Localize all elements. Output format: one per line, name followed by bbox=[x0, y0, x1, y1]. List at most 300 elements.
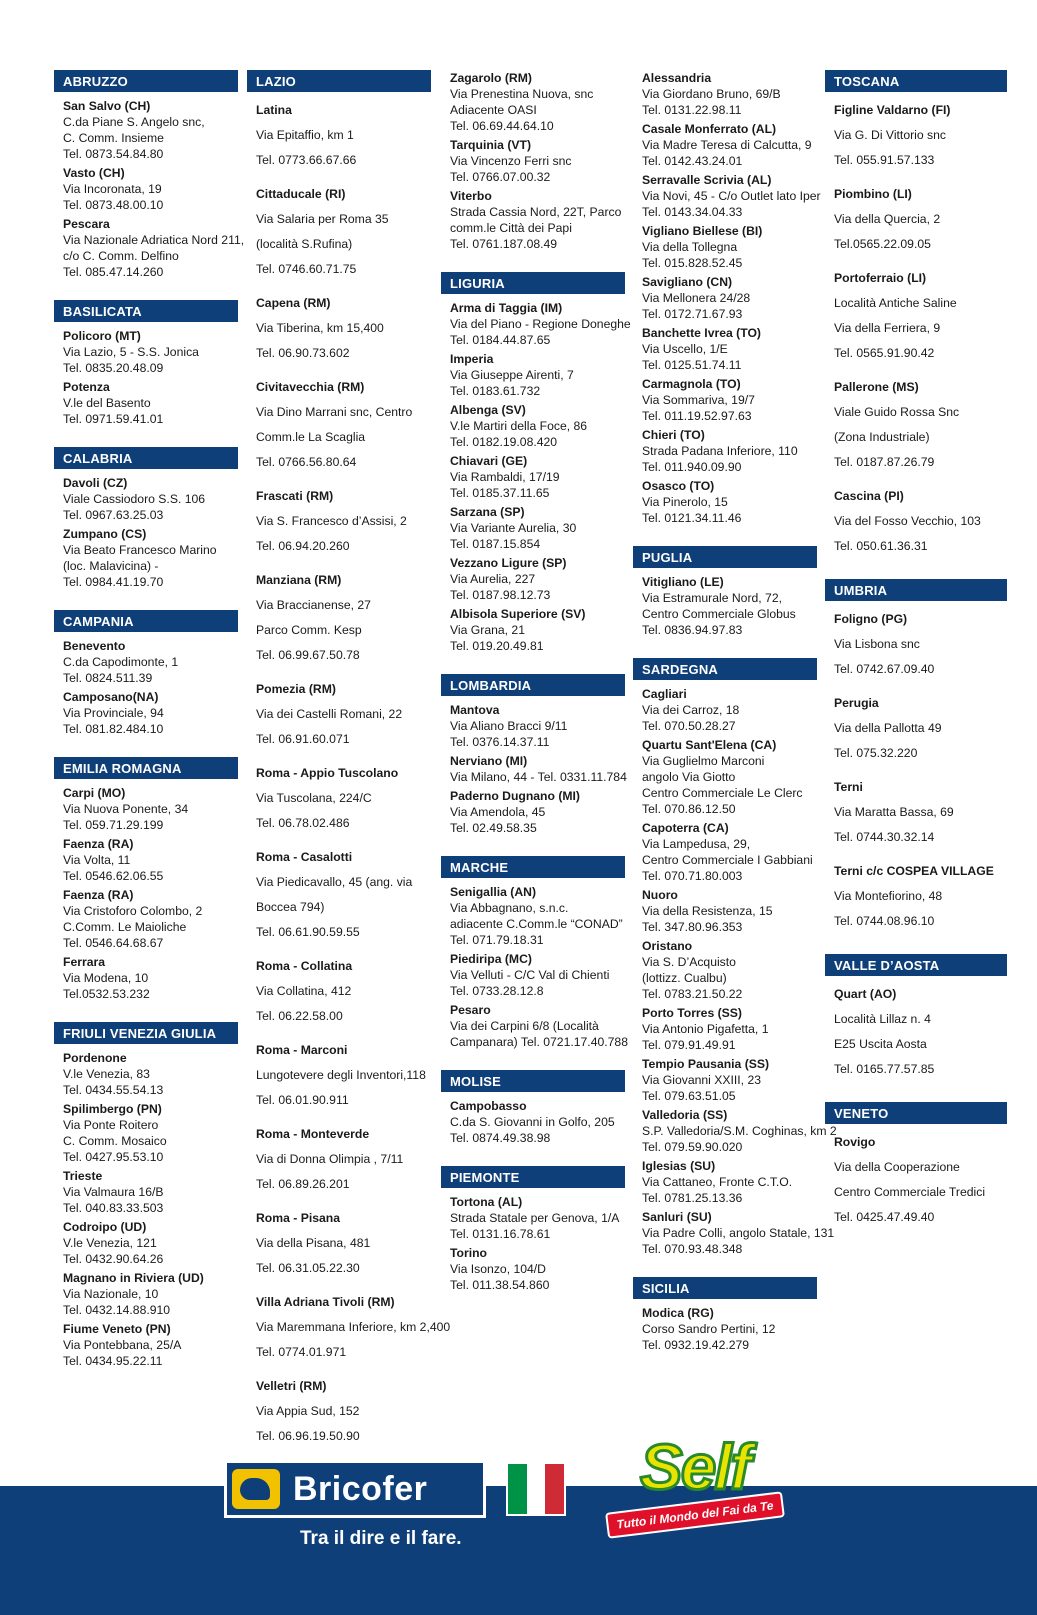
store-entry bbox=[247, 677, 431, 752]
store-name: Osasco (TO) bbox=[642, 479, 715, 493]
store-detail-line: Adiacente OASI bbox=[450, 103, 537, 117]
self-brand-name: Self bbox=[640, 1431, 750, 1503]
store-entry bbox=[441, 753, 625, 785]
store-entry bbox=[633, 70, 817, 118]
store-detail-line: Via della Pisana, 481 bbox=[256, 1236, 371, 1250]
store-detail-line: Via S. D’Acquisto bbox=[642, 955, 736, 969]
store-detail-line: Tel. 0873.48.00.10 bbox=[63, 198, 164, 212]
store-detail-line: Via Nazionale, 10 bbox=[63, 1287, 159, 1301]
store-name: Serravalle Scrivia (AL) bbox=[642, 173, 772, 187]
store-name: Potenza bbox=[63, 380, 110, 394]
store-name: Manziana (RM) bbox=[256, 573, 342, 587]
store-detail-line: Via Guglielmo Marconi bbox=[642, 754, 765, 768]
store-detail-line: Via dei Carroz, 18 bbox=[642, 703, 740, 717]
region-section bbox=[247, 70, 451, 1449]
store-entry bbox=[54, 165, 238, 213]
region-header: VENETO bbox=[825, 1102, 1007, 1124]
store-detail-line: Via Cristoforo Colombo, 2 bbox=[63, 904, 203, 918]
store-entry bbox=[441, 70, 625, 134]
store-entry bbox=[247, 1374, 431, 1449]
store-detail-line: Via Sommariva, 19/7 bbox=[642, 393, 755, 407]
store-detail-line: Via Epitaffio, km 1 bbox=[256, 128, 354, 142]
store-entry bbox=[247, 375, 431, 475]
store-entry bbox=[825, 607, 1007, 682]
store-detail-line: Tel.0532.53.232 bbox=[63, 987, 150, 1001]
store-name: Chiavari (GE) bbox=[450, 454, 528, 468]
store-detail-line: Via Abbagnano, s.n.c. bbox=[450, 901, 569, 915]
store-detail-line: C.da Capodimonte, 1 bbox=[63, 655, 179, 669]
store-name: Valledoria (SS) bbox=[642, 1108, 728, 1122]
store-name: Foligno (PG) bbox=[834, 612, 908, 626]
store-name: Quartu Sant'Elena (CA) bbox=[642, 738, 777, 752]
store-detail-line: Tel. 06.78.02.486 bbox=[256, 816, 350, 830]
store-name: Perugia bbox=[834, 696, 879, 710]
store-name: Pallerone (MS) bbox=[834, 380, 919, 394]
store-detail-line: Comm.le La Scaglia bbox=[256, 430, 366, 444]
store-detail-line: Tel. 011.940.09.90 bbox=[642, 460, 742, 474]
store-name: Vitigliano (LE) bbox=[642, 575, 724, 589]
store-detail-line: Tel. 0773.66.67.66 bbox=[256, 153, 357, 167]
store-detail-line: Via Variante Aurelia, 30 bbox=[450, 521, 577, 535]
store-detail-line: Via Novi, 45 - C/o Outlet lato Iper bbox=[642, 189, 821, 203]
region-section bbox=[54, 757, 238, 1002]
store-column-3 bbox=[441, 70, 631, 1313]
store-detail-line: Tel. 0932.19.42.279 bbox=[642, 1338, 750, 1352]
store-entry bbox=[441, 1098, 625, 1146]
store-detail-line: Via Estramurale Nord, 72, bbox=[642, 591, 782, 605]
store-name: Figline Valdarno (FI) bbox=[834, 103, 951, 117]
store-detail-line: Tel. 0835.20.48.09 bbox=[63, 361, 164, 375]
store-detail-line: Via G. Di Vittorio snc bbox=[834, 128, 946, 142]
store-detail-line: Via Uscello, 1/E bbox=[642, 342, 728, 356]
region-header: SARDEGNA bbox=[633, 658, 817, 680]
store-detail-line: Tel. 0165.77.57.85 bbox=[834, 1062, 935, 1076]
store-detail-line: Tel. 0427.95.53.10 bbox=[63, 1150, 164, 1164]
flag-red-stripe bbox=[545, 1464, 564, 1514]
store-detail-line: Tel. 070.86.12.50 bbox=[642, 802, 736, 816]
store-detail-line: Tel. 0744.30.32.14 bbox=[834, 830, 935, 844]
store-detail-line: Via Isonzo, 104/D bbox=[450, 1262, 546, 1276]
region-section bbox=[633, 546, 817, 638]
region-section bbox=[825, 954, 1007, 1082]
store-detail-line: Via del Piano - Regione Doneghe bbox=[450, 317, 631, 331]
store-name: Portoferraio (LI) bbox=[834, 271, 927, 285]
store-detail-line: Via Modena, 10 bbox=[63, 971, 149, 985]
store-detail-line: Tel. 0183.61.732 bbox=[450, 384, 541, 398]
store-entry bbox=[247, 954, 431, 1029]
store-detail-line: Via Velluti - C/C Val di Chienti bbox=[450, 968, 610, 982]
store-detail-line: Tel. 0131.22.98.11 bbox=[642, 103, 742, 117]
store-name: Terni c/c COSPEA VILLAGE bbox=[834, 864, 994, 878]
store-entry bbox=[54, 216, 245, 280]
store-entry bbox=[825, 266, 1007, 366]
store-entry bbox=[441, 788, 625, 836]
store-detail-line: Via Madre Teresa di Calcutta, 9 bbox=[642, 138, 812, 152]
store-detail-line: Località Antiche Saline bbox=[834, 296, 957, 310]
store-detail-line: Via Ponte Roitero bbox=[63, 1118, 159, 1132]
store-detail-line: Tel. 0425.47.49.40 bbox=[834, 1210, 935, 1224]
store-detail-line: Boccea 794) bbox=[256, 900, 325, 914]
store-name: San Salvo (CH) bbox=[63, 99, 151, 113]
store-name: Tarquinia (VT) bbox=[450, 138, 532, 152]
store-entry bbox=[633, 820, 817, 884]
store-entry bbox=[633, 574, 817, 638]
store-name: Sarzana (SP) bbox=[450, 505, 525, 519]
store-detail-line: Tel. 0187.98.12.73 bbox=[450, 588, 551, 602]
store-name: Banchette Ivrea (TO) bbox=[642, 326, 761, 340]
store-detail-line: Tel. 0182.19.08.420 bbox=[450, 435, 558, 449]
store-detail-line: Via del Fosso Vecchio, 103 bbox=[834, 514, 981, 528]
store-name: Paderno Dugnano (MI) bbox=[450, 789, 580, 803]
store-detail-line: Via Braccianense, 27 bbox=[256, 598, 371, 612]
store-column-4 bbox=[633, 70, 837, 1373]
bricofer-tagline: Tra il dire e il fare. bbox=[300, 1528, 462, 1549]
store-entry bbox=[54, 1219, 238, 1267]
store-entry bbox=[54, 526, 238, 590]
store-detail-line: Via di Donna Olimpia , 7/11 bbox=[256, 1152, 404, 1166]
store-entry bbox=[633, 1056, 817, 1104]
store-name: Spilimbergo (PN) bbox=[63, 1102, 162, 1116]
store-detail-line: Via Antonio Pigafetta, 1 bbox=[642, 1022, 769, 1036]
store-entry bbox=[54, 1321, 238, 1369]
region-section bbox=[54, 300, 238, 427]
store-entry bbox=[633, 887, 817, 935]
store-name: Albenga (SV) bbox=[450, 403, 526, 417]
store-detail-line: Via Incoronata, 19 bbox=[63, 182, 162, 196]
store-detail-line: Tel. 0184.44.87.65 bbox=[450, 333, 551, 347]
store-detail-line: Tel. 06.90.73.602 bbox=[256, 346, 350, 360]
store-detail-line: angolo Via Giotto bbox=[642, 770, 736, 784]
store-entry bbox=[247, 568, 431, 668]
store-detail-line: Tel. 0432.90.64.26 bbox=[63, 1252, 164, 1266]
store-entry bbox=[54, 379, 238, 427]
store-name: Trieste bbox=[63, 1169, 103, 1183]
region-section bbox=[54, 1022, 238, 1369]
store-entry bbox=[825, 691, 1007, 766]
store-detail-line: Via Valmaura 16/B bbox=[63, 1185, 164, 1199]
store-detail-line: Tel. 0766.56.80.64 bbox=[256, 455, 357, 469]
store-detail-line: (località S.Rufina) bbox=[256, 237, 353, 251]
store-detail-line: Tel. 347.80.96.353 bbox=[642, 920, 743, 934]
store-name: Viterbo bbox=[450, 189, 492, 203]
store-entry bbox=[441, 137, 625, 185]
store-detail-line: Via Collatina, 412 bbox=[256, 984, 352, 998]
store-entry bbox=[54, 638, 238, 686]
region-section bbox=[441, 856, 628, 1050]
elephant-icon bbox=[232, 1469, 280, 1509]
region-section bbox=[441, 272, 631, 654]
region-section bbox=[633, 70, 821, 526]
store-entry bbox=[54, 1270, 238, 1318]
store-detail-line: Tel. 0376.14.37.11 bbox=[450, 735, 550, 749]
store-entry bbox=[441, 351, 625, 399]
store-detail-line: Strada Cassia Nord, 22T, Parco bbox=[450, 205, 622, 219]
store-detail-line: Tel. 06.69.44.64.10 bbox=[450, 119, 554, 133]
flag-green-stripe bbox=[508, 1464, 527, 1514]
store-detail-line: Viale Cassiodoro S.S. 106 bbox=[63, 492, 206, 506]
store-name: Latina bbox=[256, 103, 292, 117]
store-detail-line: Tel. 055.91.57.133 bbox=[834, 153, 935, 167]
store-detail-line: Tel. 015.828.52.45 bbox=[642, 256, 743, 270]
region-header: EMILIA ROMAGNA bbox=[54, 757, 238, 779]
store-detail-line: Via Grana, 21 bbox=[450, 623, 525, 637]
store-entry bbox=[441, 555, 625, 603]
store-name: Iglesias (SU) bbox=[642, 1159, 716, 1173]
store-detail-line: Tel. 0546.62.06.55 bbox=[63, 869, 164, 883]
store-name: Magnano in Riviera (UD) bbox=[63, 1271, 204, 1285]
store-detail-line: Tel. 011.19.52.97.63 bbox=[642, 409, 752, 423]
store-name: Frascati (RM) bbox=[256, 489, 334, 503]
store-detail-line: Parco Comm. Kesp bbox=[256, 623, 362, 637]
store-name: Capoterra (CA) bbox=[642, 821, 729, 835]
store-entry bbox=[633, 1107, 837, 1155]
store-name: Faenza (RA) bbox=[63, 837, 134, 851]
store-entry bbox=[54, 1050, 238, 1098]
store-detail-line: Via Lisbona snc bbox=[834, 637, 920, 651]
store-detail-line: Tel. 0131.16.78.61 bbox=[450, 1227, 551, 1241]
store-detail-line: Via Beato Francesco Marino bbox=[63, 543, 217, 557]
store-detail-line: Centro Commerciale Globus bbox=[642, 607, 796, 621]
region-header: LIGURIA bbox=[441, 272, 625, 294]
region-header: BASILICATA bbox=[54, 300, 238, 322]
store-detail-line: Via Amendola, 45 bbox=[450, 805, 546, 819]
store-detail-line: (lottizz. Cualbu) bbox=[642, 971, 727, 985]
bricofer-brand-name: Bricofer bbox=[293, 1470, 428, 1508]
store-name: Alessandria bbox=[642, 71, 712, 85]
store-detail-line: Tel. 019.20.49.81 bbox=[450, 639, 544, 653]
store-detail-line: Tel. 0742.67.09.40 bbox=[834, 662, 935, 676]
store-entry bbox=[633, 376, 817, 424]
store-entry bbox=[441, 951, 625, 999]
store-detail-line: Tel. 040.83.33.503 bbox=[63, 1201, 164, 1215]
store-entry bbox=[441, 606, 625, 654]
store-detail-line: Via della Resistenza, 15 bbox=[642, 904, 773, 918]
store-detail-line: Tel. 085.47.14.260 bbox=[63, 265, 164, 279]
store-detail-line: C.da Piane S. Angelo snc, bbox=[63, 115, 205, 129]
store-name: Ferrara bbox=[63, 955, 106, 969]
store-detail-line: Tel. 079.59.90.020 bbox=[642, 1140, 743, 1154]
store-detail-line: Via Giordano Bruno, 69/B bbox=[642, 87, 781, 101]
store-entry bbox=[825, 182, 1007, 257]
store-detail-line: Via Provinciale, 94 bbox=[63, 706, 164, 720]
store-detail-line: V.le del Basento bbox=[63, 396, 151, 410]
store-detail-line: Tel. 0546.64.68.67 bbox=[63, 936, 164, 950]
store-detail-line: Tel. 0874.49.38.98 bbox=[450, 1131, 551, 1145]
store-name: Modica (RG) bbox=[642, 1306, 714, 1320]
store-entry bbox=[441, 1002, 628, 1050]
store-entry bbox=[441, 1194, 625, 1242]
region-section bbox=[441, 1070, 625, 1146]
store-detail-line: Tel. 06.96.19.50.90 bbox=[256, 1429, 360, 1443]
store-name: Camposano(NA) bbox=[63, 690, 159, 704]
store-detail-line: Tel. 0781.25.13.36 bbox=[642, 1191, 743, 1205]
store-entry bbox=[633, 1209, 835, 1257]
region-section bbox=[441, 674, 625, 836]
store-entry bbox=[633, 121, 817, 169]
store-name: Capena (RM) bbox=[256, 296, 331, 310]
store-detail-line: Via della Tollegna bbox=[642, 240, 738, 254]
store-name: Policoro (MT) bbox=[63, 329, 141, 343]
store-detail-line: Località Lillaz n. 4 bbox=[834, 1012, 931, 1026]
store-entry bbox=[54, 689, 238, 737]
region-section bbox=[441, 1166, 625, 1293]
store-detail-line: Tel. 06.91.60.071 bbox=[256, 732, 350, 746]
store-entry bbox=[247, 1206, 431, 1281]
store-name: Vezzano Ligure (SP) bbox=[450, 556, 567, 570]
store-detail-line: Tel. 0125.51.74.11 bbox=[642, 358, 742, 372]
store-detail-line: Tel. 06.94.20.260 bbox=[256, 539, 350, 553]
store-detail-line: Tel. 0824.511.39 bbox=[63, 671, 153, 685]
store-name: Roma - Collatina bbox=[256, 959, 353, 973]
store-detail-line: Via della Quercia, 2 bbox=[834, 212, 941, 226]
store-detail-line: Via Cattaneo, Fronte C.T.O. bbox=[642, 1175, 793, 1189]
store-name: Chieri (TO) bbox=[642, 428, 705, 442]
store-detail-line: Via Padre Colli, angolo Statale, 131 bbox=[642, 1226, 835, 1240]
store-detail-line: Tel. 0836.94.97.83 bbox=[642, 623, 743, 637]
store-entry bbox=[825, 859, 1007, 934]
store-detail-line: Strada Statale per Genova, 1/A bbox=[450, 1211, 620, 1225]
store-detail-line: Tel.0565.22.09.05 bbox=[834, 237, 931, 251]
store-name: Rovigo bbox=[834, 1135, 876, 1149]
store-entry bbox=[54, 1168, 238, 1216]
store-detail-line: Via Tuscolana, 224/C bbox=[256, 791, 372, 805]
store-detail-line: Tel. 0971.59.41.01 bbox=[63, 412, 164, 426]
region-section bbox=[54, 70, 245, 280]
store-detail-line: Via dei Castelli Romani, 22 bbox=[256, 707, 403, 721]
store-entry bbox=[54, 98, 238, 162]
store-name: Davoli (CZ) bbox=[63, 476, 128, 490]
store-detail-line: S.P. Valledoria/S.M. Coghinas, km 2 bbox=[642, 1124, 837, 1138]
store-detail-line: Tel. 079.91.49.91 bbox=[642, 1038, 736, 1052]
region-header: MOLISE bbox=[441, 1070, 625, 1092]
store-entry bbox=[247, 1290, 451, 1365]
store-entry bbox=[247, 1038, 431, 1113]
store-name: Zumpano (CS) bbox=[63, 527, 147, 541]
store-detail-line: C.Comm. Le Maioliche bbox=[63, 920, 187, 934]
store-detail-line: Tel. 0434.95.22.11 bbox=[63, 1354, 163, 1368]
store-entry bbox=[247, 98, 431, 173]
store-entry bbox=[441, 504, 625, 552]
store-detail-line: Via S. Francesco d’Assisi, 2 bbox=[256, 514, 407, 528]
store-name: Senigallia (AN) bbox=[450, 885, 537, 899]
store-name: Piediripa (MC) bbox=[450, 952, 532, 966]
region-section bbox=[441, 70, 625, 252]
store-name: Roma - Marconi bbox=[256, 1043, 348, 1057]
store-name: Vasto (CH) bbox=[63, 166, 125, 180]
store-entry bbox=[247, 1122, 431, 1197]
store-detail-line: C. Comm. Insieme bbox=[63, 131, 164, 145]
store-detail-line: Tel. 06.22.58.00 bbox=[256, 1009, 343, 1023]
store-name: Codroipo (UD) bbox=[63, 1220, 147, 1234]
store-name: Zagarolo (RM) bbox=[450, 71, 532, 85]
store-name: Nerviano (MI) bbox=[450, 754, 528, 768]
store-detail-line: Tel. 0744.08.96.10 bbox=[834, 914, 935, 928]
store-entry bbox=[441, 300, 631, 348]
store-entry bbox=[825, 982, 1007, 1082]
store-name: Velletri (RM) bbox=[256, 1379, 327, 1393]
store-entry bbox=[441, 188, 625, 252]
store-name: Pordenone bbox=[63, 1051, 127, 1065]
region-section bbox=[54, 610, 238, 737]
store-entry bbox=[633, 1305, 817, 1353]
store-entry bbox=[825, 484, 1007, 559]
store-name: Carpi (MO) bbox=[63, 786, 126, 800]
store-detail-line: Via Lampedusa, 29, bbox=[642, 837, 751, 851]
store-entry bbox=[247, 291, 431, 366]
store-column-2 bbox=[247, 70, 451, 1469]
store-detail-line: Tel. 0142.43.24.01 bbox=[642, 154, 743, 168]
store-detail-line: Via Pinerolo, 15 bbox=[642, 495, 728, 509]
store-entry bbox=[633, 478, 817, 526]
store-detail-line: Via Aliano Bracci 9/11 bbox=[450, 719, 568, 733]
store-name: Roma - Appio Tuscolano bbox=[256, 766, 399, 780]
store-detail-line: Viale Guido Rossa Snc bbox=[834, 405, 960, 419]
store-detail-line: Via Mellonera 24/28 bbox=[642, 291, 751, 305]
store-entry bbox=[441, 702, 625, 750]
store-entry bbox=[54, 785, 238, 833]
store-detail-line: Tel. 02.49.58.35 bbox=[450, 821, 537, 835]
store-entry bbox=[825, 98, 1007, 173]
store-detail-line: Tel. 0434.55.54.13 bbox=[63, 1083, 164, 1097]
store-entry bbox=[54, 887, 238, 951]
store-entry bbox=[247, 182, 431, 282]
store-detail-line: Tel. 0185.37.11.65 bbox=[450, 486, 550, 500]
store-entry bbox=[54, 1101, 238, 1165]
store-detail-line: Tel. 075.32.220 bbox=[834, 746, 918, 760]
store-detail-line: C. Comm. Mosaico bbox=[63, 1134, 167, 1148]
store-detail-line: Tel. 079.63.51.05 bbox=[642, 1089, 736, 1103]
store-detail-line: Centro Commerciale I Gabbiani bbox=[642, 853, 813, 867]
store-name: Tortona (AL) bbox=[450, 1195, 523, 1209]
store-detail-line: Strada Padana Inferiore, 110 bbox=[642, 444, 798, 458]
store-detail-line: Via Lazio, 5 - S.S. Jonica bbox=[63, 345, 199, 359]
store-detail-line: Via Giovanni XXIII, 23 bbox=[642, 1073, 762, 1087]
store-name: Pescara bbox=[63, 217, 110, 231]
region-header: CALABRIA bbox=[54, 447, 238, 469]
region-section bbox=[825, 579, 1007, 934]
store-name: Carmagnola (TO) bbox=[642, 377, 741, 391]
self-tagline: Tutto il Mondo del Fai da Te bbox=[605, 1491, 785, 1538]
store-entry bbox=[633, 427, 817, 475]
store-column-5 bbox=[825, 70, 1007, 1250]
store-detail-line: Via Salaria per Roma 35 bbox=[256, 212, 389, 226]
store-name: Torino bbox=[450, 1246, 488, 1260]
store-detail-line: Tel. 011.38.54.860 bbox=[450, 1278, 550, 1292]
store-name: Pesaro bbox=[450, 1003, 491, 1017]
store-detail-line: Tel. 06.61.90.59.55 bbox=[256, 925, 360, 939]
store-detail-line: Via Giuseppe Airenti, 7 bbox=[450, 368, 574, 382]
store-detail-line: Via Tiberina, km 15,400 bbox=[256, 321, 384, 335]
region-header: VALLE D’AOSTA bbox=[825, 954, 1007, 976]
store-detail-line: Tel. 0984.41.19.70 bbox=[63, 575, 164, 589]
region-header: SICILIA bbox=[633, 1277, 817, 1299]
store-detail-line: Tel. 071.79.18.31 bbox=[450, 933, 544, 947]
store-detail-line: (Zona Industriale) bbox=[834, 430, 930, 444]
store-detail-line: Tel. 0783.21.50.22 bbox=[642, 987, 743, 1001]
store-detail-line: Tel. 0733.28.12.8 bbox=[450, 984, 544, 998]
store-name: Vigliano Biellese (BI) bbox=[642, 224, 763, 238]
store-name: Cascina (PI) bbox=[834, 489, 904, 503]
store-entry bbox=[633, 223, 817, 271]
store-entry bbox=[825, 375, 1007, 475]
store-detail-line: Tel. 081.82.484.10 bbox=[63, 722, 164, 736]
store-name: Mantova bbox=[450, 703, 500, 717]
store-detail-line: (loc. Malavicina) - bbox=[63, 559, 159, 573]
store-detail-line: Tel. 0172.71.67.93 bbox=[642, 307, 743, 321]
store-detail-line: Corso Sandro Pertini, 12 bbox=[642, 1322, 776, 1336]
store-detail-line: V.le Martiri della Foce, 86 bbox=[450, 419, 588, 433]
store-detail-line: V.le Venezia, 83 bbox=[63, 1067, 150, 1081]
